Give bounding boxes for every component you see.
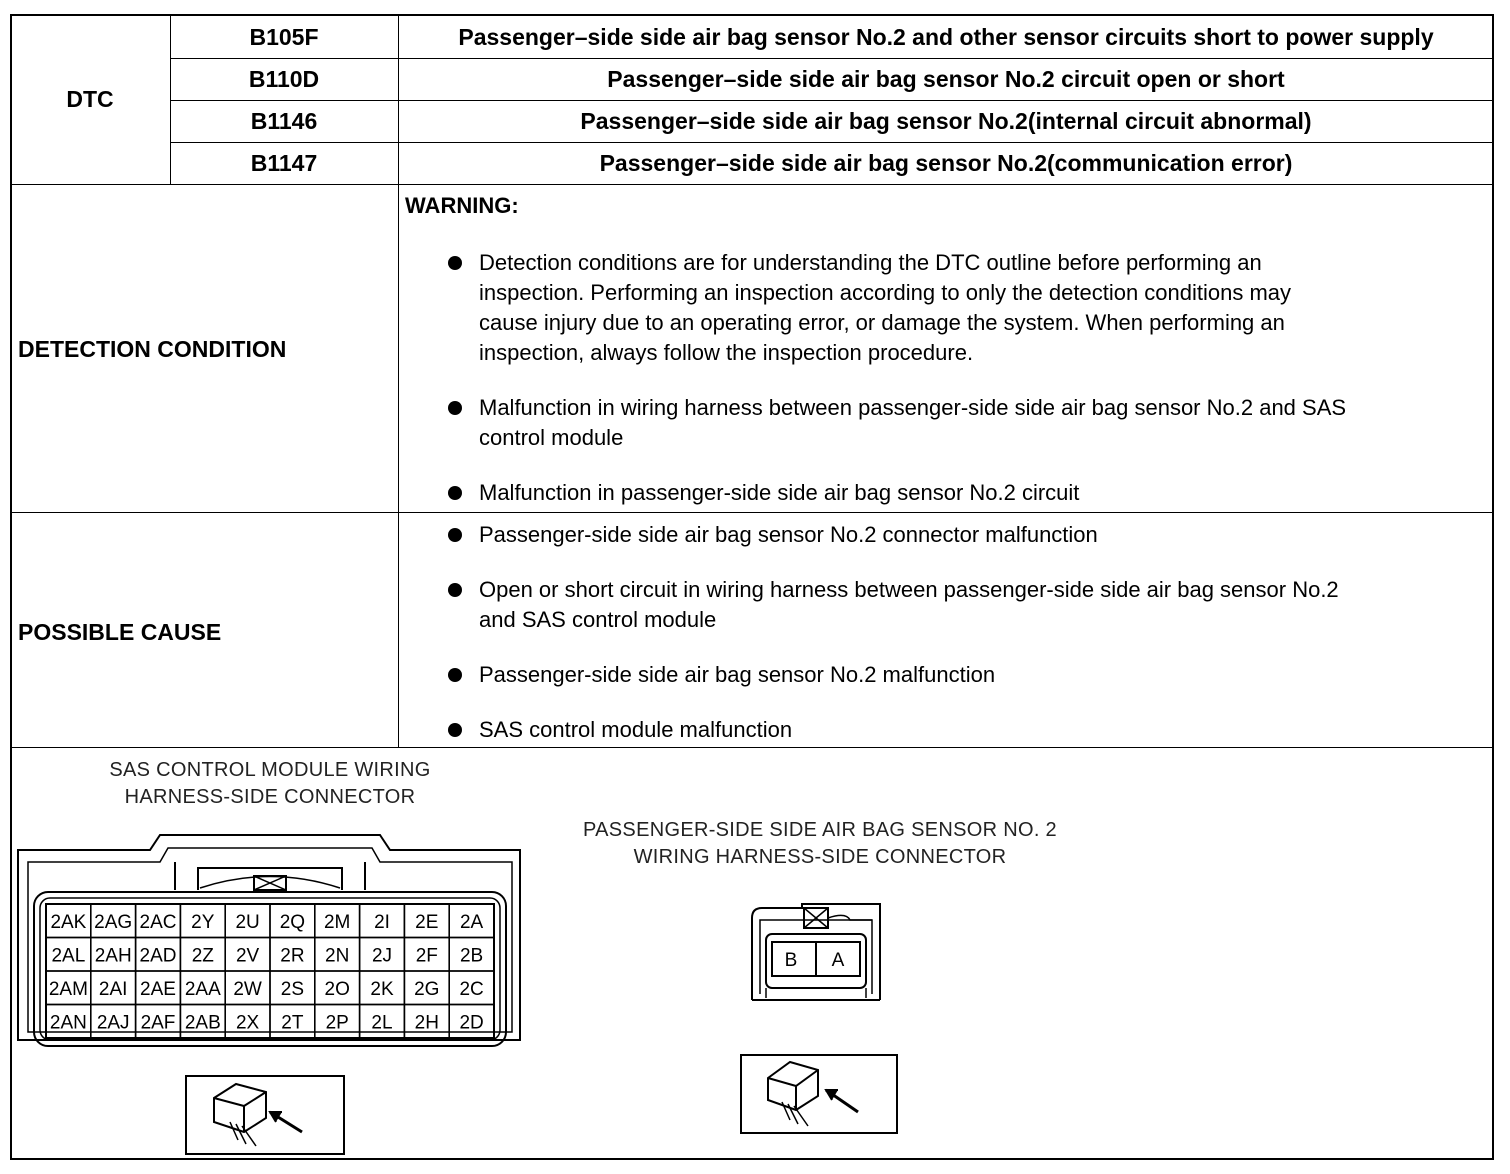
sas-pin-label: 2Z [191, 945, 214, 967]
detection-label: DETECTION CONDITION [18, 336, 287, 362]
sas-pin-label: 2AD [139, 945, 177, 967]
sas-pin-grid [46, 904, 494, 1038]
detection-bullet-3: Malfunction in passenger-side side air bag sensor No.2 circuit [479, 480, 1080, 505]
sas-connector-diagram [18, 835, 520, 1046]
sas-pin-label: 2X [235, 1012, 260, 1034]
sas-pin-label: 2I [374, 911, 390, 933]
sas-pin-label: 2AG [94, 911, 133, 933]
cause-bullet-2: Open or short circuit in wiring harness between passenger-side side air bag sensor No.2 and SAS control module [479, 577, 1339, 632]
sas-pin-label: 2AL [51, 945, 86, 967]
sas-pin-label: 2N [325, 945, 350, 967]
detection-bullet-1: Detection conditions are for understanding the DTC outline before performing an inspection. Performing an inspection according to only the detection conditions may cause injury due to an operating error, or damage the system. When performing an inspection, always follow the inspection procedure. [479, 250, 1292, 365]
sas-pin-label: 2Q [279, 911, 306, 933]
sas-pin-label: 2AC [139, 911, 177, 933]
sas-pin-label: 2AH [94, 945, 132, 967]
sas-pin-label: 2R [280, 945, 305, 967]
sas-pin-label: 2C [459, 978, 484, 1000]
sas-pin-label: 2U [235, 911, 260, 933]
sas-pin-label: 2T [281, 1012, 304, 1034]
sensor-pin-label: B [784, 950, 798, 971]
sensor-connector-caption: PASSENGER-SIDE SIDE AIR BAG SENSOR NO. 2 WIRING HARNESS-SIDE CONNECTOR [583, 819, 1057, 868]
sas-pin-label: 2AA [184, 978, 221, 1000]
sas-pin-label: 2S [280, 978, 305, 1000]
sas-pin-label: 2AN [49, 1012, 87, 1034]
dtc-code: B105F [249, 23, 319, 50]
cause-label: POSSIBLE CAUSE [18, 619, 222, 645]
sas-connector-caption: SAS CONTROL MODULE WIRING HARNESS-SIDE CONNECTOR [109, 759, 431, 808]
sas-pin-label: 2AM [48, 978, 88, 1000]
sas-pin-label: 2AK [50, 911, 87, 933]
sas-pin-label: 2M [323, 911, 351, 933]
dtc-description: Passenger–side side air bag sensor No.2(communication error) [599, 150, 1293, 176]
dtc-header: DTC [66, 85, 114, 112]
detection-bullet-2: Malfunction in wiring harness between passenger-side side air bag sensor No.2 and SAS control module [479, 395, 1347, 450]
dtc-code: B110D [248, 66, 320, 92]
sas-pin-label: 2AF [140, 1012, 176, 1034]
sas-pin-label: 2AI [98, 978, 128, 1000]
sas-pin-label: 2K [370, 978, 394, 1000]
dtc-description: Passenger–side side air bag sensor No.2 circuit open or short [607, 66, 1285, 92]
cause-bullet-3: Passenger-side side air bag sensor No.2 malfunction [479, 662, 996, 687]
sas-pin-label: 2O [324, 978, 350, 1000]
sas-pin-label: 2D [459, 1012, 484, 1034]
sas-pin-label: 2G [414, 978, 440, 1000]
sensor-connector-diagram [752, 904, 880, 1000]
sas-pin-label: 2AB [184, 1012, 221, 1034]
warning-heading: WARNING: [405, 193, 519, 218]
sas-pin-label: 2A [459, 911, 484, 933]
dtc-code: B1146 [250, 108, 318, 134]
sas-pin-label: 2Y [191, 911, 215, 933]
sas-pin-label: 2W [233, 978, 262, 1000]
dtc-code: B1147 [250, 150, 318, 176]
sas-pin-label: 2B [459, 945, 484, 967]
sas-pin-label: 2P [325, 1012, 349, 1034]
sensor-pin-label: A [831, 950, 845, 971]
connector-view-icon [186, 1076, 344, 1154]
dtc-description: Passenger–side side air bag sensor No.2 and other sensor circuits short to power supply [458, 23, 1434, 50]
connector-view-icon [741, 1055, 897, 1133]
cause-bullet-1: Passenger-side side air bag sensor No.2 connector malfunction [479, 522, 1098, 547]
dtc-description: Passenger–side side air bag sensor No.2(internal circuit abnormal) [580, 108, 1312, 134]
sas-pin-label: 2AJ [96, 1012, 130, 1034]
sas-pin-label: 2F [415, 945, 438, 967]
sas-pin-label: 2J [371, 945, 393, 967]
cause-bullet-4: SAS control module malfunction [479, 717, 793, 742]
sas-pin-label: 2L [371, 1012, 393, 1034]
sas-pin-label: 2E [415, 911, 439, 933]
sas-pin-label: 2V [235, 945, 260, 967]
sas-pin-label: 2H [414, 1012, 439, 1034]
sas-pin-label: 2AE [140, 978, 176, 1000]
